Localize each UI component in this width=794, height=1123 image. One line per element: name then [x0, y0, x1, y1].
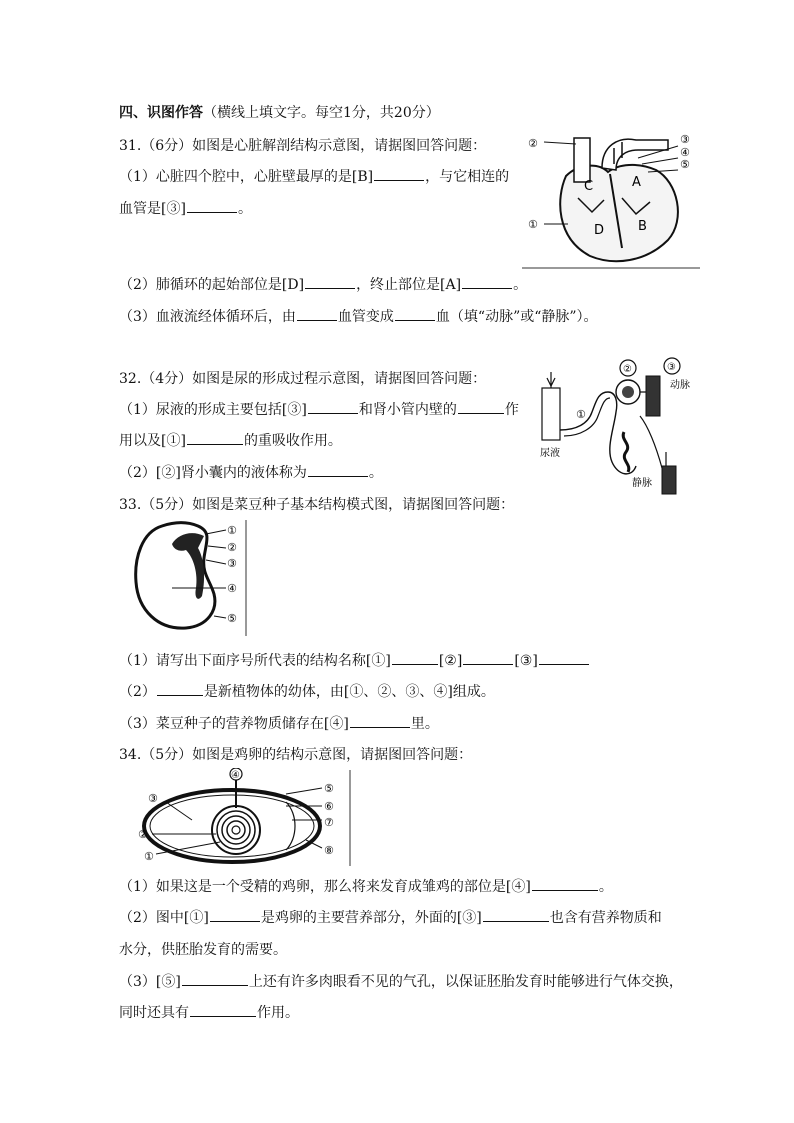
- q32-line3-text-a: （2）[②]肾小囊内的液体称为: [119, 465, 307, 481]
- q31-line1: [119, 166, 509, 186]
- urine-num-3: ③: [667, 362, 676, 373]
- vein-label: 静脉: [632, 478, 652, 489]
- q32-line3-text-b: 。: [368, 465, 383, 481]
- egg-diagram: [136, 768, 354, 868]
- q34-line1-text-a: （1）如果这是一个受精的鸡卵，那么将来发育成雏鸡的部位是[④]: [119, 879, 531, 895]
- q34-line4-text-a: （3）[⑤]: [119, 974, 181, 990]
- q32-line1-text-a: （1）尿液的形成主要包括[③]: [119, 402, 307, 418]
- heart-label-2: ②: [528, 137, 538, 150]
- q31-blank-6[interactable]: [395, 306, 435, 321]
- q31-blank-3[interactable]: [305, 274, 355, 289]
- bean-label-3: ③: [227, 557, 237, 570]
- egg-label-2: ②: [138, 828, 148, 841]
- heart-chamber-b: B: [638, 219, 647, 234]
- q34-blank-5[interactable]: [190, 1002, 256, 1017]
- q34-line5-text-a: 同时还具有: [119, 1005, 189, 1021]
- section-heading: 四、识图作答: [119, 105, 203, 121]
- q33-line3: [119, 713, 439, 733]
- q34-blank-2[interactable]: [210, 907, 260, 922]
- q32-line1-text-c: 作: [504, 402, 519, 418]
- heart-chamber-d: D: [594, 223, 605, 238]
- q33-line1: [119, 650, 590, 670]
- q31-blank-4[interactable]: [462, 274, 512, 289]
- heart-chamber-c: C: [584, 179, 594, 194]
- q34-stem: 34.（5分）如图是鸡卵的结构示意图，请据图回答问题：: [119, 747, 473, 763]
- q32-stem: 32.（4分）如图是尿的形成过程示意图，请据图回答问题：: [119, 371, 487, 387]
- q31-blank-1[interactable]: [374, 166, 424, 181]
- q34-line5-text-b: 作用。: [257, 1005, 299, 1021]
- q34-line5: [119, 1002, 299, 1022]
- q31-line3-text-a: （2）肺循环的起始部位是[D]: [119, 277, 305, 293]
- q31-line4: [119, 306, 598, 326]
- urine-num-2: ②: [623, 364, 632, 375]
- egg-label-8: ⑧: [324, 844, 334, 857]
- q33-line2: [119, 681, 495, 701]
- q33-blank-1[interactable]: [392, 650, 438, 665]
- egg-label-4: ④: [231, 770, 240, 781]
- heart-diagram: [518, 128, 702, 270]
- egg-label-1: ①: [144, 850, 154, 863]
- egg-label-6: ⑥: [324, 800, 334, 813]
- q31-line3-text-b: ，终止部位是[A]: [356, 277, 462, 293]
- q33-line2-text-a: （2）: [119, 684, 156, 700]
- q34-blank-4[interactable]: [182, 971, 248, 986]
- q34-line2-text-b: 是鸡卵的主要营养部分，外面的[③]: [260, 910, 482, 926]
- q33-line1-text-c: [③]: [514, 653, 538, 669]
- heart-label-1: ①: [528, 218, 538, 231]
- q34-line2: [119, 907, 662, 927]
- q33-line3-text-b: 里。: [410, 716, 439, 732]
- bean-label-2: ②: [227, 541, 237, 554]
- heart-label-3: ③: [680, 133, 690, 146]
- q34-line1: [119, 876, 613, 896]
- q33-line1-text-a: （1）请写出下面序号所代表的结构名称[①]: [119, 653, 391, 669]
- q33-blank-4[interactable]: [157, 681, 203, 696]
- q32-line1: [119, 399, 519, 419]
- section-note: （横线上填文字。每空1分，共20分）: [203, 105, 440, 121]
- q31-stem: 31.（6分）如图是心脏解剖结构示意图，请据图回答问题：: [119, 138, 487, 154]
- q33-line1-text-b: [②]: [438, 653, 463, 669]
- q32-line3: [119, 462, 383, 482]
- q33-blank-3[interactable]: [539, 650, 589, 665]
- q32-blank-3[interactable]: [187, 430, 243, 445]
- q34-line4-text-b: 上还有许多肉眼看不见的气孔，以保证胚胎发育时能够进行气体交换，: [248, 974, 683, 990]
- artery-label: 动脉: [670, 380, 690, 391]
- q34-blank-1[interactable]: [532, 876, 598, 891]
- q32-line2-text-a: 用以及[①]: [119, 433, 186, 449]
- q31-line4-text-b: 血管变成: [337, 309, 394, 325]
- q34-line2-text-c: 也含有营养物质和: [549, 910, 662, 926]
- q34-line4: [119, 971, 683, 991]
- q33-line2-text-b: 是新植物体的幼体，由[①、②、③、④]组成。: [203, 684, 495, 700]
- q31-line4-text-c: 血（填“动脉”或“静脉”）。: [435, 309, 598, 325]
- heart-chamber-a: A: [632, 175, 641, 190]
- q32-blank-1[interactable]: [308, 399, 358, 414]
- bean-label-5: ⑤: [227, 612, 237, 625]
- heart-label-5: ⑤: [680, 158, 690, 171]
- q31-line2-text-a: 血管是[③]: [119, 201, 186, 217]
- bean-label-1: ①: [227, 524, 237, 537]
- q33-blank-2[interactable]: [463, 650, 513, 665]
- heart-label-4: ④: [680, 146, 690, 159]
- q32-line2: [119, 430, 342, 450]
- q31-line2: [119, 198, 252, 218]
- bean-label-4: ④: [227, 582, 237, 595]
- q31-line4-text-a: （3）血液流经体循环后，由: [119, 309, 296, 325]
- q34-line1-text-b: 。: [598, 879, 613, 895]
- q31-line2-text-b: 。: [237, 201, 252, 217]
- q34-blank-3[interactable]: [483, 907, 549, 922]
- egg-label-3: ③: [148, 792, 158, 805]
- q33-blank-5[interactable]: [350, 713, 410, 728]
- q32-line1-text-b: 和肾小管内壁的: [358, 402, 457, 418]
- q32-line2-text-b: 的重吸收作用。: [243, 433, 342, 449]
- urine-num-1: ①: [576, 408, 586, 421]
- q34-line2-text-a: （2）图中[①]: [119, 910, 209, 926]
- urine-label: 尿液: [540, 448, 560, 459]
- bean-seed-diagram: [128, 518, 250, 638]
- q33-stem: 33.（5分）如图是菜豆种子基本结构模式图，请据图回答问题：: [119, 497, 515, 513]
- q31-blank-5[interactable]: [297, 306, 337, 321]
- egg-label-5: ⑤: [324, 782, 334, 795]
- q34-line3: 水分，供胚胎发育的需要。: [119, 942, 287, 958]
- q31-line1-text-a: （1）心脏四个腔中，心脏壁最厚的是[B]: [119, 169, 374, 185]
- section-title: [119, 102, 440, 122]
- egg-label-7: ⑦: [324, 816, 334, 829]
- q31-line1-text-b: ，与它相连的: [425, 169, 510, 185]
- q31-line3: [119, 274, 527, 294]
- q31-line3-text-c: 。: [513, 277, 528, 293]
- urine-diagram: [536, 356, 704, 496]
- q32-blank-2[interactable]: [458, 399, 504, 414]
- q31-blank-2[interactable]: [187, 198, 237, 213]
- q32-blank-4[interactable]: [308, 462, 368, 477]
- q33-line3-text-a: （3）菜豆种子的营养物质储存在[④]: [119, 716, 349, 732]
